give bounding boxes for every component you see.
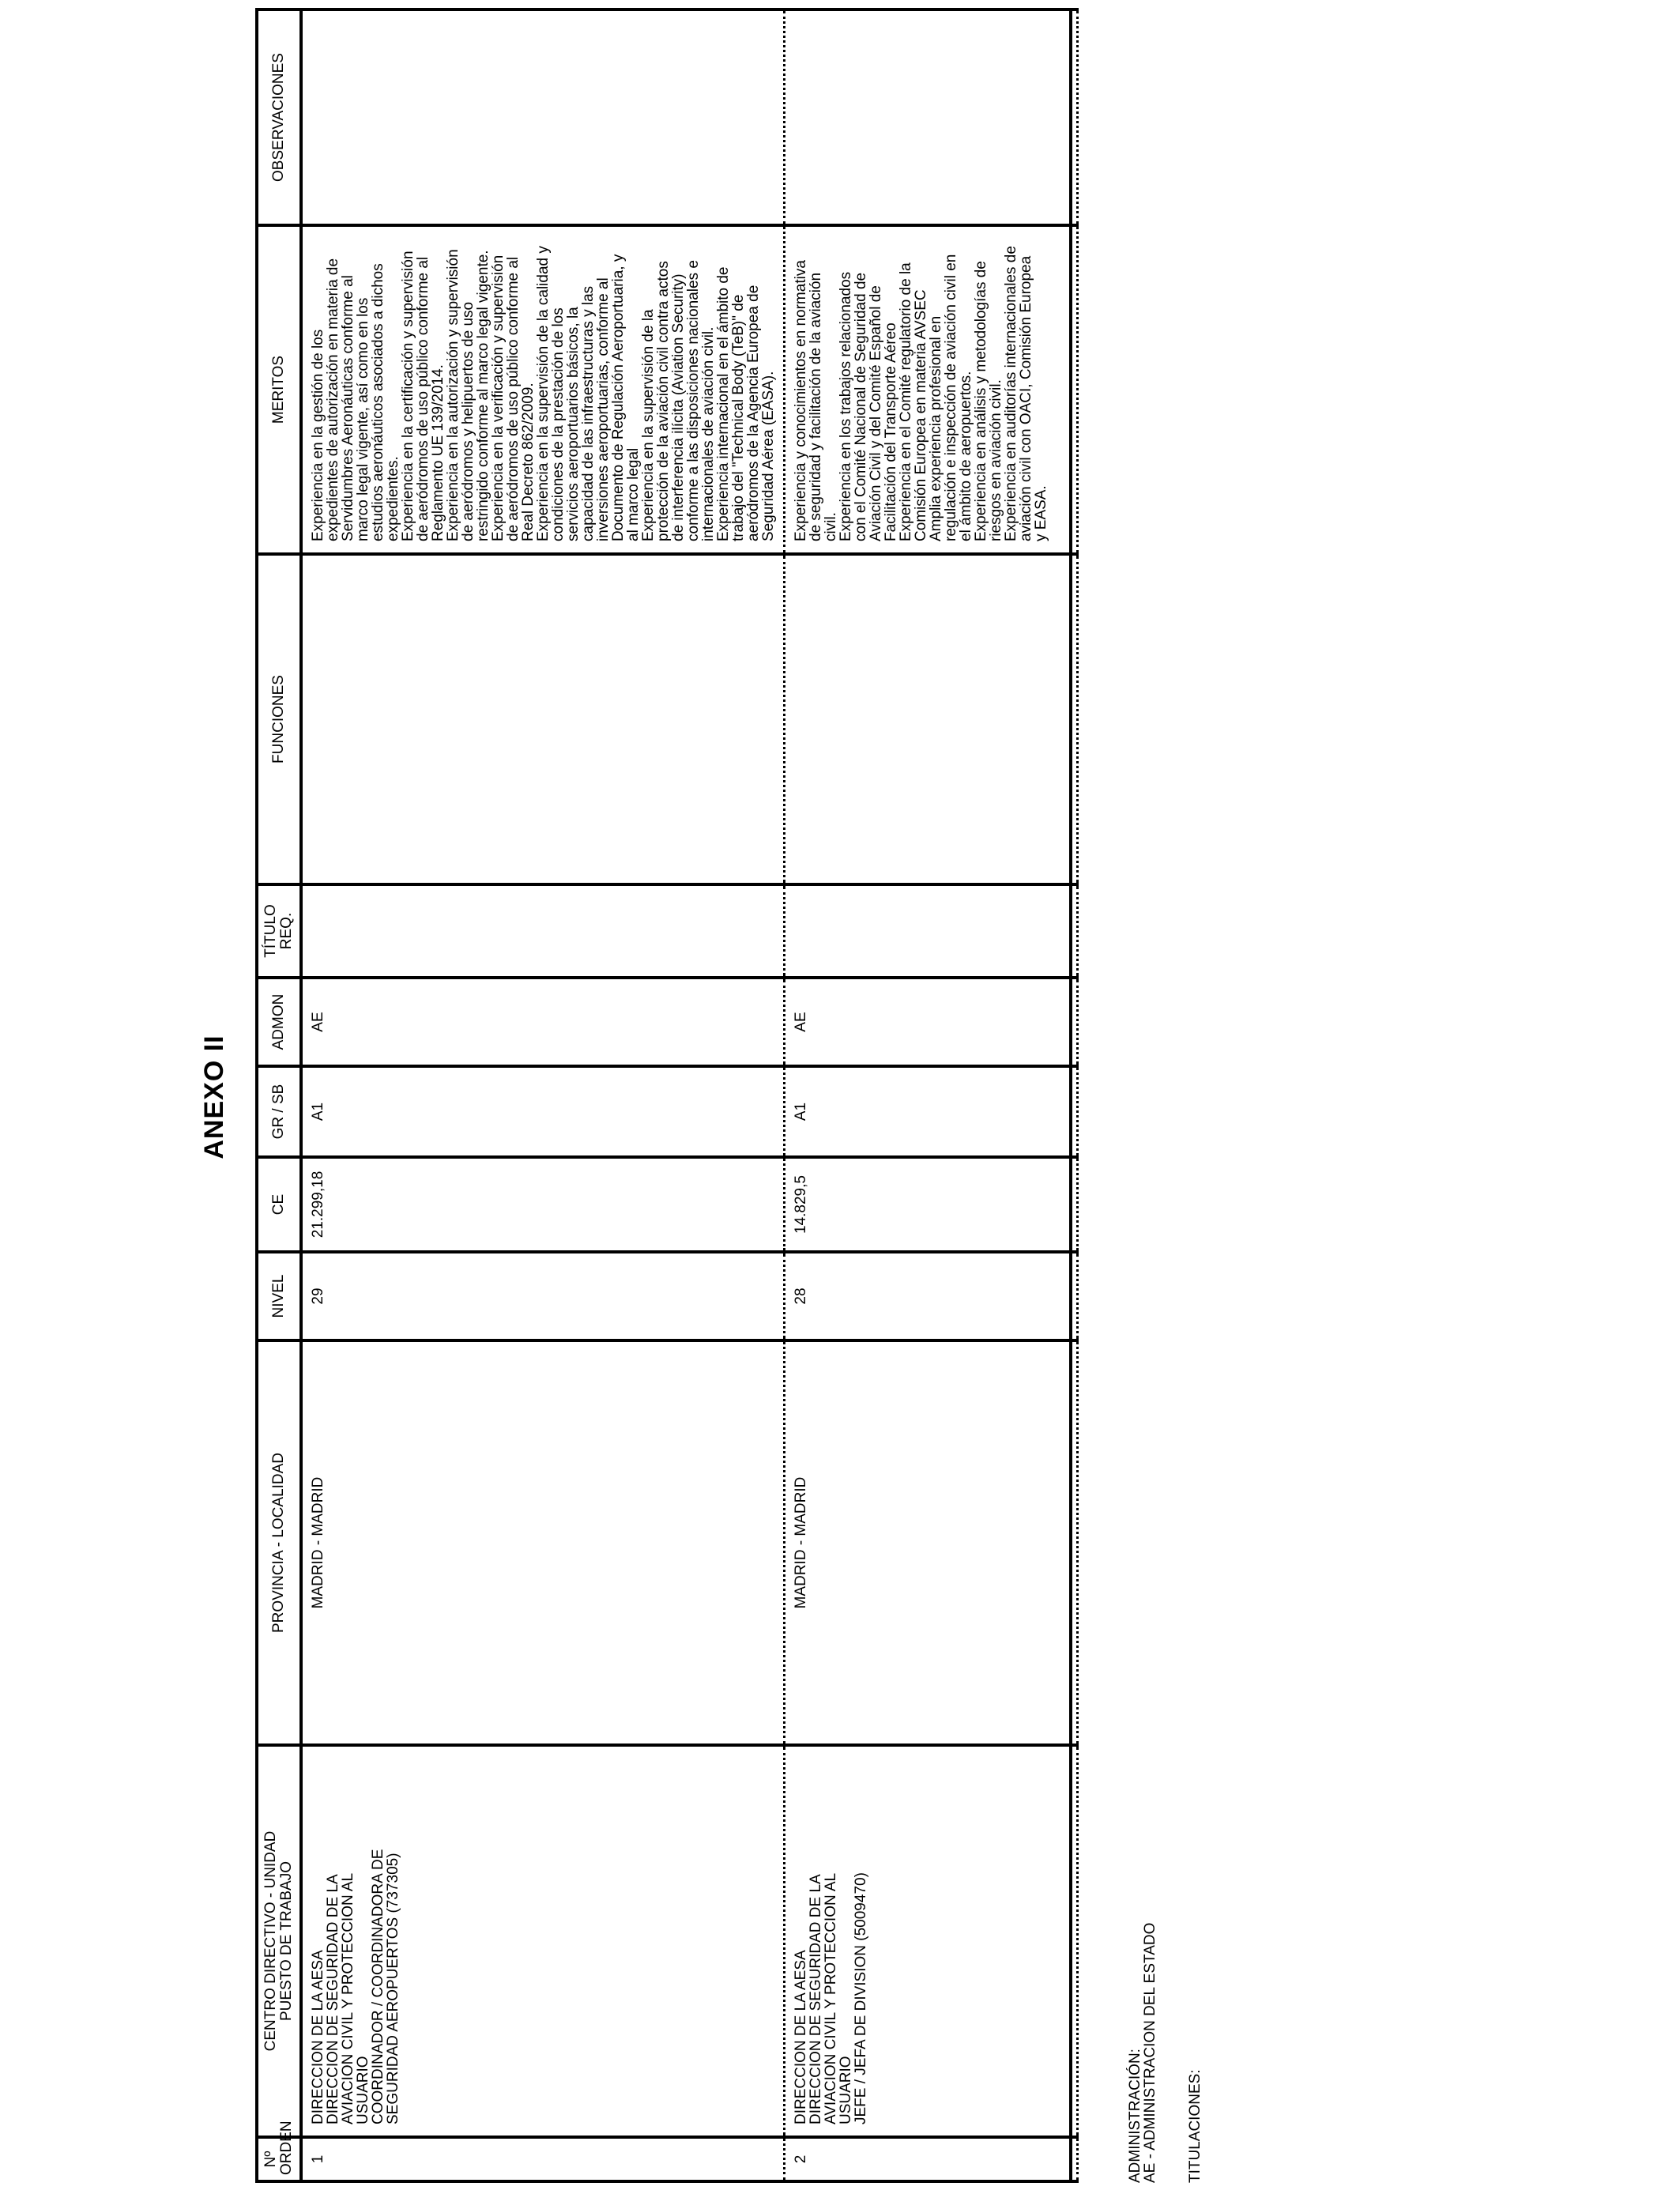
table-bottom-border bbox=[1069, 11, 1072, 2183]
merito-line: Experiencia en la verificación y supervisión bbox=[490, 254, 507, 541]
cell-centro bbox=[785, 1745, 1078, 2137]
merito-line: capacidad de las infraestructuras y las bbox=[580, 285, 597, 541]
merito-line: riesgos en aviación civil. bbox=[988, 379, 1004, 541]
merito-line: protección de la aviación civil contra actos bbox=[655, 261, 672, 541]
header-titulo-line1: TÍTULO bbox=[262, 904, 279, 958]
merito-line: Facilitación del Transporte Aéreo bbox=[883, 322, 899, 541]
merito-line: Experiencia en auditorías internacionales de bbox=[1003, 246, 1019, 541]
header-centro-line1: CENTRO DIRECTIVO - UNIDAD bbox=[262, 1830, 279, 2052]
centro-line: USUARIO bbox=[355, 2056, 371, 2124]
header-provincia: PROVINCIA - LOCALIDAD bbox=[257, 1340, 301, 1745]
header-nivel: NIVEL bbox=[257, 1252, 301, 1340]
merito-line: Experiencia en la certificación y supervisión bbox=[400, 251, 416, 541]
merito-line: conforme a las disposiciones nacionales e bbox=[685, 260, 702, 541]
merito-line: aviación civil con OACI, Comisión Europea bbox=[1018, 255, 1034, 541]
merito-line: Experiencia en los trabajos relacionados bbox=[838, 271, 854, 541]
cell-orden: 2 bbox=[785, 2137, 1078, 2181]
merito-line: estudios aeronáuticos asociados a dichos bbox=[370, 263, 386, 541]
merito-line: al marco legal bbox=[625, 447, 642, 541]
centro-line: SEGURIDAD AEROPUERTOS (737305) bbox=[385, 1853, 401, 2124]
merito-line: Servidumbres Aeronáuticas conforme al bbox=[340, 275, 356, 541]
centro-line: DIRECCION DE LA AESA bbox=[310, 1950, 326, 2124]
merito-line: con el Comité Nacional de Seguridad de bbox=[853, 272, 869, 541]
merito-line: de aeródromos y helipuertos de uso bbox=[460, 301, 477, 541]
merito-line: de aeródromos de uso público conforme al bbox=[505, 256, 522, 541]
merito-line: de seguridad y facilitación de la aviación bbox=[808, 272, 824, 541]
merito-line: trabajo del "Technical Body (TeB)" de bbox=[730, 294, 747, 541]
merito-line: y EASA. bbox=[1033, 485, 1049, 541]
merito-line: inversiones aeroportuarias, conforme al bbox=[595, 277, 612, 541]
merito-line: Experiencia en la gestión de los bbox=[310, 329, 326, 541]
centro-line: DIRECCION DE LA AESA bbox=[793, 1950, 809, 2124]
header-admon: ADMON bbox=[257, 978, 301, 1066]
header-gr: GR / SB bbox=[257, 1066, 301, 1157]
cell-observaciones bbox=[301, 9, 785, 225]
cell-admon: AE bbox=[785, 978, 1078, 1066]
cell-meritos bbox=[301, 225, 785, 554]
centro-line: AVIACION CIVIL Y PROTECCION AL bbox=[340, 1872, 356, 2124]
document-title: ANEXO II bbox=[199, 1035, 229, 1159]
merito-line: regulación e inspección de aviación civil en bbox=[943, 254, 959, 541]
footer bbox=[1128, 1923, 1203, 2183]
merito-line: Experiencia en la autorización y supervisión bbox=[445, 249, 461, 541]
cell-ce: 21.299,18 bbox=[301, 1157, 785, 1252]
header-centro-line2: PUESTO DE TRABAJO bbox=[278, 1861, 295, 2022]
merito-line: condiciones de la prestación de los bbox=[550, 307, 567, 541]
table-header-row bbox=[257, 9, 301, 2181]
merito-line: marco legal vigente, así como en los bbox=[355, 297, 371, 541]
cell-meritos bbox=[785, 225, 1078, 554]
merito-line: expedientes. bbox=[385, 456, 401, 541]
header-meritos: MERITOS bbox=[257, 225, 301, 554]
centro-line: DIRECCION DE SEGURIDAD DE LA bbox=[808, 1874, 824, 2124]
cell-provincia: MADRID - MADRID bbox=[785, 1340, 1078, 1745]
table-row bbox=[301, 9, 785, 2181]
merito-line: Experiencia en análisis y metodologías de bbox=[973, 261, 989, 541]
header-orden: Nº ORDEN bbox=[257, 2137, 301, 2181]
footer-spacer bbox=[1158, 1923, 1188, 2183]
cell-funciones bbox=[301, 554, 785, 884]
merito-line: Experiencia en el Comité regulatorio de la bbox=[898, 262, 914, 541]
merito-line: civil. bbox=[823, 512, 839, 541]
header-ce: CE bbox=[257, 1157, 301, 1252]
merito-line: de aeródromos de uso público conforme al bbox=[415, 256, 431, 541]
merito-line: Comisión Europea en materia AVSEC bbox=[913, 289, 929, 541]
merito-line: Documento de Regulación Aeroportuaria, y bbox=[610, 254, 627, 541]
cell-observaciones bbox=[785, 9, 1078, 225]
centro-line: COORDINADOR / COORDINADORA DE bbox=[370, 1849, 386, 2124]
merito-line: el ámbito de aeropuertos. bbox=[958, 371, 974, 541]
merito-line: Experiencia en la supervisión de la bbox=[640, 309, 657, 541]
footer-admin-value: AE - ADMINISTRACION DEL ESTADO bbox=[1142, 1922, 1158, 2183]
cell-ce: 14.829,5 bbox=[785, 1157, 1078, 1252]
centro-line: DIRECCION DE SEGURIDAD DE LA bbox=[325, 1874, 341, 2124]
header-observaciones: OBSERVACIONES bbox=[257, 9, 301, 225]
merito-line: Real Decreto 862/2009. bbox=[520, 383, 537, 541]
footer-titulaciones: TITULACIONES: bbox=[1187, 2069, 1203, 2183]
merito-line: Seguridad Aérea (EASA). bbox=[760, 371, 777, 541]
cell-nivel: 29 bbox=[301, 1252, 785, 1340]
cell-provincia: MADRID - MADRID bbox=[301, 1340, 785, 1745]
merito-line: servicios aeroportuarios básicos, la bbox=[565, 307, 582, 541]
merito-line: Experiencia internacional en el ámbito de bbox=[715, 266, 732, 541]
merito-line: expedientes de autorización en materia de bbox=[325, 258, 341, 541]
cell-admon: AE bbox=[301, 978, 785, 1066]
merito-line: de interferencia ilícita (Aviation Security) bbox=[670, 273, 687, 541]
centro-line: JEFE / JEFA DE DIVISION (5009470) bbox=[853, 1872, 869, 2124]
centro-line: AVIACION CIVIL Y PROTECCION AL bbox=[823, 1872, 839, 2124]
merito-line: Amplia experiencia profesional en bbox=[928, 315, 944, 541]
cell-gr: A1 bbox=[301, 1066, 785, 1157]
annex-table bbox=[255, 8, 1079, 2183]
header-titulo-line2: REQ. bbox=[278, 912, 295, 950]
table-row bbox=[785, 9, 1078, 2181]
merito-line: Experiencia y conocimientos en normativa bbox=[793, 260, 809, 541]
merito-line: aeródromos de la Agencia Europea de bbox=[745, 285, 762, 541]
header-centro bbox=[257, 1745, 301, 2137]
merito-line: Aviación Civil y del Comité Español de bbox=[868, 285, 884, 541]
cell-nivel: 28 bbox=[785, 1252, 1078, 1340]
cell-titulo bbox=[301, 884, 785, 978]
centro-line: USUARIO bbox=[838, 2056, 854, 2124]
cell-orden: 1 bbox=[301, 2137, 785, 2181]
cell-funciones bbox=[785, 554, 1078, 884]
header-titulo bbox=[257, 884, 301, 978]
cell-centro bbox=[301, 1745, 785, 2137]
header-funciones: FUNCIONES bbox=[257, 554, 301, 884]
merito-line: Reglamento UE 139/2014. bbox=[430, 364, 446, 541]
merito-line: Experiencia en la supervisión de la calidad y bbox=[535, 246, 552, 541]
merito-line: internacionales de aviación civil. bbox=[700, 326, 717, 541]
cell-titulo bbox=[785, 884, 1078, 978]
merito-line: restringido conforme al marco legal vigente. bbox=[475, 250, 492, 541]
footer-admin-heading: ADMINISTRACIÓN: bbox=[1127, 2049, 1143, 2183]
cell-gr: A1 bbox=[785, 1066, 1078, 1157]
